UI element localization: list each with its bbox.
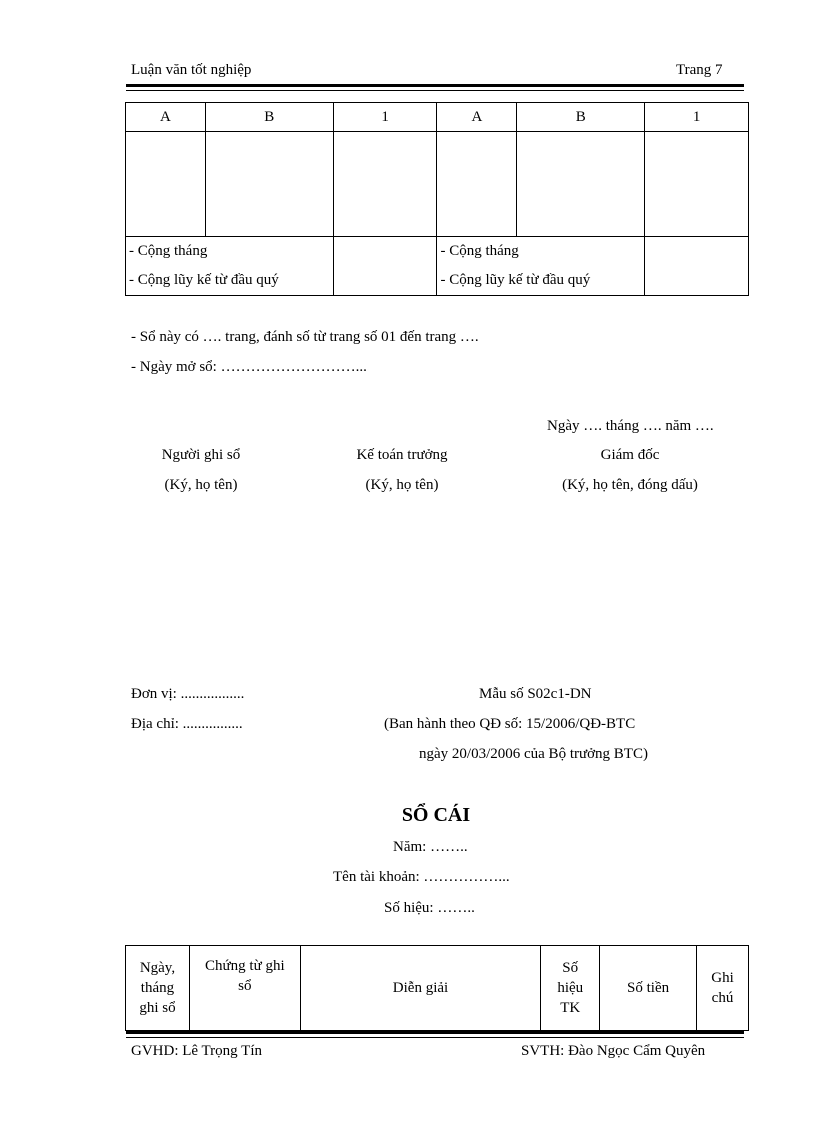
ledger-table [125, 945, 749, 1031]
table-cell [333, 237, 437, 296]
header-text: Ghi [711, 970, 734, 986]
footer-rule-thin [126, 1037, 744, 1038]
open-date-note: - Ngày mở sổ: ………………………... [131, 359, 367, 375]
table-header-row [126, 103, 749, 132]
table-cell [333, 132, 437, 237]
summary-cell-right [437, 237, 645, 296]
table-row [126, 132, 749, 237]
header-text: TK [560, 1000, 581, 1016]
table-cell [437, 132, 517, 237]
summary-monthly-left: - Cộng tháng [129, 243, 208, 259]
column-header-note [697, 946, 749, 1031]
header-text: chú [711, 990, 734, 1006]
director-note: (Ký, họ tên, đóng dấu) [562, 477, 698, 493]
column-header-description: Diễn giải [300, 946, 541, 1031]
director-title: Giám đốc [600, 447, 660, 463]
column-header: B [205, 103, 333, 132]
form-number: Mẫu số S02c1-DN [479, 686, 592, 702]
table-cell [126, 132, 206, 237]
column-header: 1 [333, 103, 437, 132]
footer-rule [126, 1031, 744, 1034]
header-text: sổ [238, 978, 252, 994]
journal-table [125, 102, 749, 296]
summary-monthly-right: - Cộng tháng [440, 243, 519, 259]
column-header-amount: Số tiền [600, 946, 697, 1031]
recorder-title: Người ghi sổ [161, 447, 241, 463]
recorder-note: (Ký, họ tên) [164, 477, 238, 493]
footer-supervisor: GVHD: Lê Trọng Tín [131, 1043, 262, 1059]
ledger-account-name: Tên tài khoản: ……………... [333, 869, 510, 885]
summary-cumulative-right: - Cộng lũy kế từ đầu quý [440, 272, 591, 288]
pages-note: - Sổ này có …. trang, đánh số từ trang số 01 đến trang …. [131, 329, 479, 345]
table-cell [645, 237, 749, 296]
table-cell [517, 132, 645, 237]
column-header: B [517, 103, 645, 132]
date-line: Ngày …. tháng …. năm …. [547, 418, 714, 434]
table-cell [205, 132, 333, 237]
ledger-title: SỔ CÁI [401, 804, 471, 826]
header-rule-thin [126, 90, 744, 91]
header-rule [126, 84, 744, 87]
ledger-account-number: Số hiệu: …….. [384, 900, 475, 916]
address-field: Địa chỉ: ................ [131, 716, 243, 732]
column-header: A [126, 103, 206, 132]
chief-accountant-note: (Ký, họ tên) [365, 477, 439, 493]
chief-accountant-title: Kế toán trưởng [356, 447, 448, 463]
header-text: tháng [140, 980, 175, 996]
issued-date: ngày 20/03/2006 của Bộ trưởng BTC) [419, 746, 648, 762]
footer-student: SVTH: Đào Ngọc Cẩm Quyên [521, 1043, 706, 1059]
header-title: Luận văn tốt nghiệp [131, 62, 252, 78]
ledger-header-row [126, 946, 749, 1031]
ledger-year: Năm: …….. [393, 839, 468, 855]
column-header-date [126, 946, 190, 1031]
table-cell [645, 132, 749, 237]
page-number: Trang 7 [676, 62, 723, 78]
column-header: 1 [645, 103, 749, 132]
column-header: A [437, 103, 517, 132]
column-header-account [541, 946, 600, 1031]
header-text: ghi sổ [139, 1000, 176, 1016]
summary-cumulative-left: - Cộng lũy kế từ đầu quý [129, 272, 279, 288]
issued-by: (Ban hành theo QĐ số: 15/2006/QĐ-BTC [384, 716, 636, 732]
summary-cell-left [126, 237, 334, 296]
header-text: Ngày, [139, 960, 176, 976]
header-text: Chứng từ ghi [205, 958, 285, 974]
unit-field: Đơn vị: ................. [131, 686, 245, 702]
column-header-voucher [189, 946, 300, 1031]
header-text: Số [562, 960, 579, 976]
summary-row [126, 237, 749, 296]
header-text: hiệu [557, 980, 584, 996]
